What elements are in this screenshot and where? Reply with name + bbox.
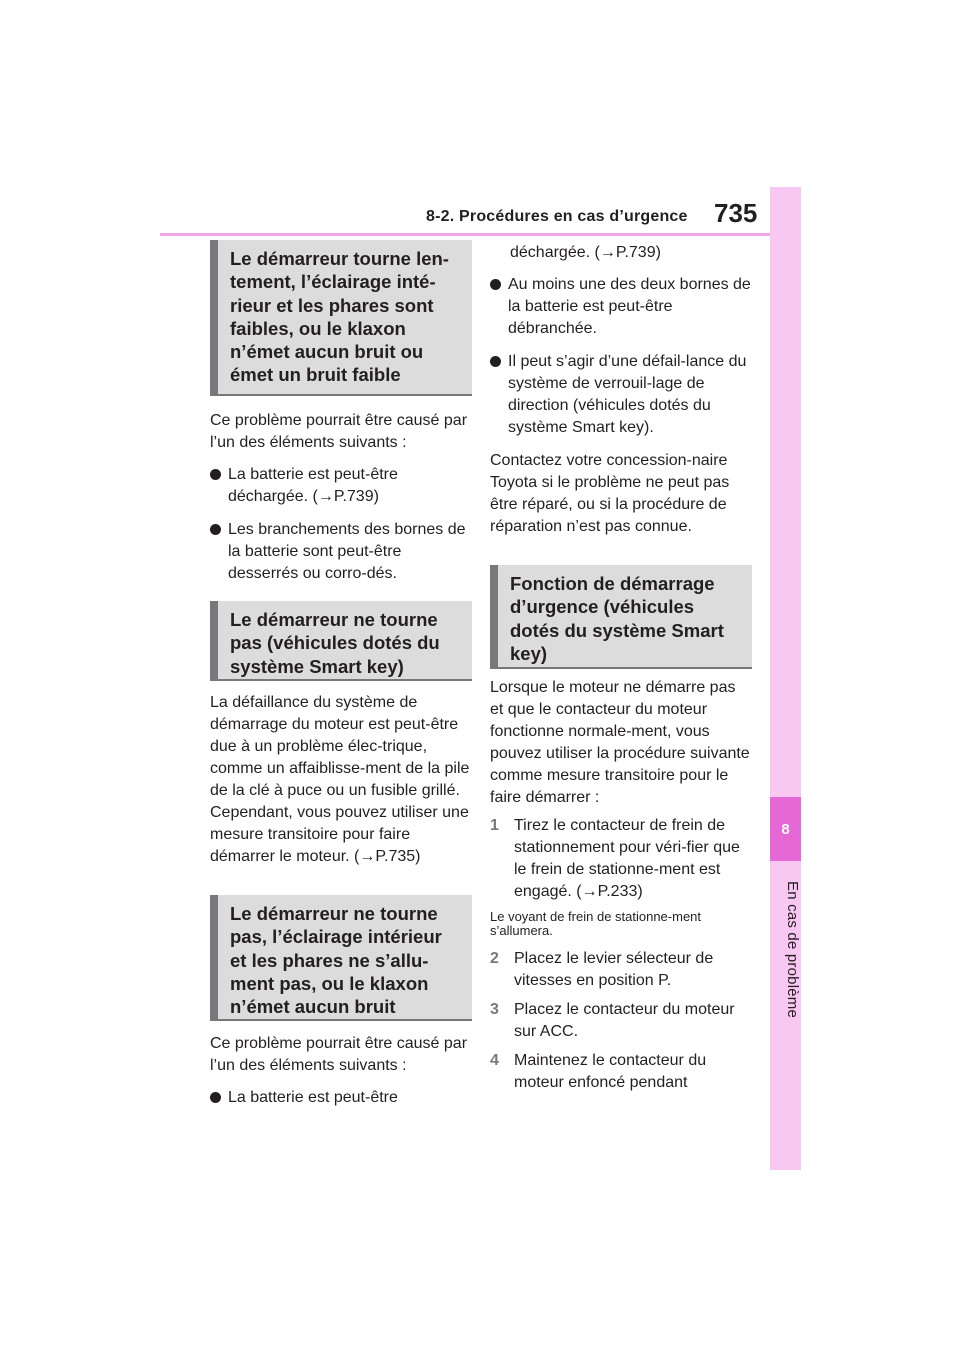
step-note: Le voyant de frein de stationne-ment s’allumera. xyxy=(490,909,702,938)
list-item-text: La batterie est peut-être xyxy=(228,1089,398,1106)
paragraph-smartkey-failure: La défaillance du système de démarrage du moteur est peut-être due à un problème élec-trique, comme un affaiblisse-ment de la pile de la clé à puce ou un fusible grillé. Cependant, vous pouvez utiliser une mesure transitoire pour faire démarrer le moteur. (→P.735) xyxy=(210,694,470,865)
step-text: Placez le levier sélecteur de vitesses en position P. xyxy=(514,950,714,989)
heading-no-start-smartkey-text: Le démarreur ne tourne pas (véhicules dotés du système Smart key) xyxy=(230,609,440,677)
paragraph-causes-1: Ce problème pourrait être causé par l’un des éléments suivants : xyxy=(210,412,468,451)
step-list xyxy=(490,815,752,1094)
paragraph-causes-2: Ce problème pourrait être causé par l’un des éléments suivants : xyxy=(210,1035,468,1074)
bullet-dot-icon xyxy=(490,279,501,290)
step-item xyxy=(490,948,752,992)
list-item-text: Il peut s’agir d’une défail-lance du système de verrouil-lage de direction (véhicules dotés du système Smart key). xyxy=(508,353,747,436)
list-item xyxy=(210,464,472,508)
list-item xyxy=(490,351,752,439)
step-number: 3 xyxy=(490,1001,499,1018)
step-text: Maintenez le contacteur du moteur enfoncé pendant xyxy=(514,1052,707,1091)
step-number: 4 xyxy=(490,1052,499,1069)
step-item xyxy=(490,999,752,1043)
step-number: 1 xyxy=(490,817,499,834)
heading-emergency-start-text: Fonction de démarrage d’urgence (véhicules dotés du système Smart key) xyxy=(510,573,724,664)
bullet-dot-icon xyxy=(210,1092,221,1103)
heading-emergency-start xyxy=(490,565,752,669)
section-title: 8-2. Procédures en cas d’urgence xyxy=(426,208,688,225)
step-item xyxy=(490,815,752,903)
paragraph-emergency-start: Lorsque le moteur ne démarre pas et que le contacteur du moteur fonctionne normale-ment, vous pouvez utiliser la procédure suivante comme mesure transitoire pour le faire démarrer : xyxy=(490,679,750,806)
header-rule xyxy=(160,233,770,236)
list-item-text: La batterie est peut-être déchargée. (→P.739) xyxy=(228,466,398,505)
bullet-list-causes-2 xyxy=(210,1087,472,1109)
heading-slow-starter-text: Le démarreur tourne len- tement, l’éclairage inté- rieur et les phares sont faibles, ou le klaxon n’émet aucun bruit ou émet un bruit faible xyxy=(230,248,449,386)
bullet-dot-icon xyxy=(210,469,221,480)
step-text: Placez le contacteur du moteur sur ACC. xyxy=(514,1001,735,1040)
heading-slow-starter xyxy=(210,240,472,396)
page-number: 735 xyxy=(714,198,758,228)
bullet-continuation: déchargée. (→P.739) xyxy=(510,244,661,261)
list-item-text: Au moins une des deux bornes de la batterie est peut-être débranchée. xyxy=(508,276,751,337)
bullet-list-causes-1 xyxy=(210,464,472,585)
step-number: 2 xyxy=(490,950,499,967)
paragraph-contact-dealer: Contactez votre concession-naire Toyota si le problème ne peut pas être réparé, ou si la procédure de réparation n’est pas connue. xyxy=(490,452,730,535)
list-item xyxy=(490,274,752,340)
left-column xyxy=(210,240,472,1120)
heading-no-start-no-lights-text: Le démarreur ne tourne pas, l’éclairage intérieur et les phares ne s’allu- ment pas, ou le klaxon n’émet aucun bruit xyxy=(230,903,442,1018)
list-item xyxy=(210,519,472,585)
right-column xyxy=(490,240,752,1101)
chapter-label: En cas de problème xyxy=(784,881,801,1019)
bullet-list-causes-3 xyxy=(490,274,752,439)
step-item xyxy=(490,1050,752,1094)
heading-no-start-no-lights xyxy=(210,895,472,1021)
list-item-text: Les branchements des bornes de la batterie sont peut-être desserrés ou corro-dés. xyxy=(228,521,466,582)
bullet-dot-icon xyxy=(210,524,221,535)
chapter-number: 8 xyxy=(770,797,801,861)
bullet-dot-icon xyxy=(490,356,501,367)
step-text: Tirez le contacteur de frein de stationnement pour véri-fier que le frein de stationne-ment est engagé. (→P.233) xyxy=(514,817,740,900)
heading-no-start-smartkey xyxy=(210,601,472,681)
list-item xyxy=(210,1087,472,1109)
